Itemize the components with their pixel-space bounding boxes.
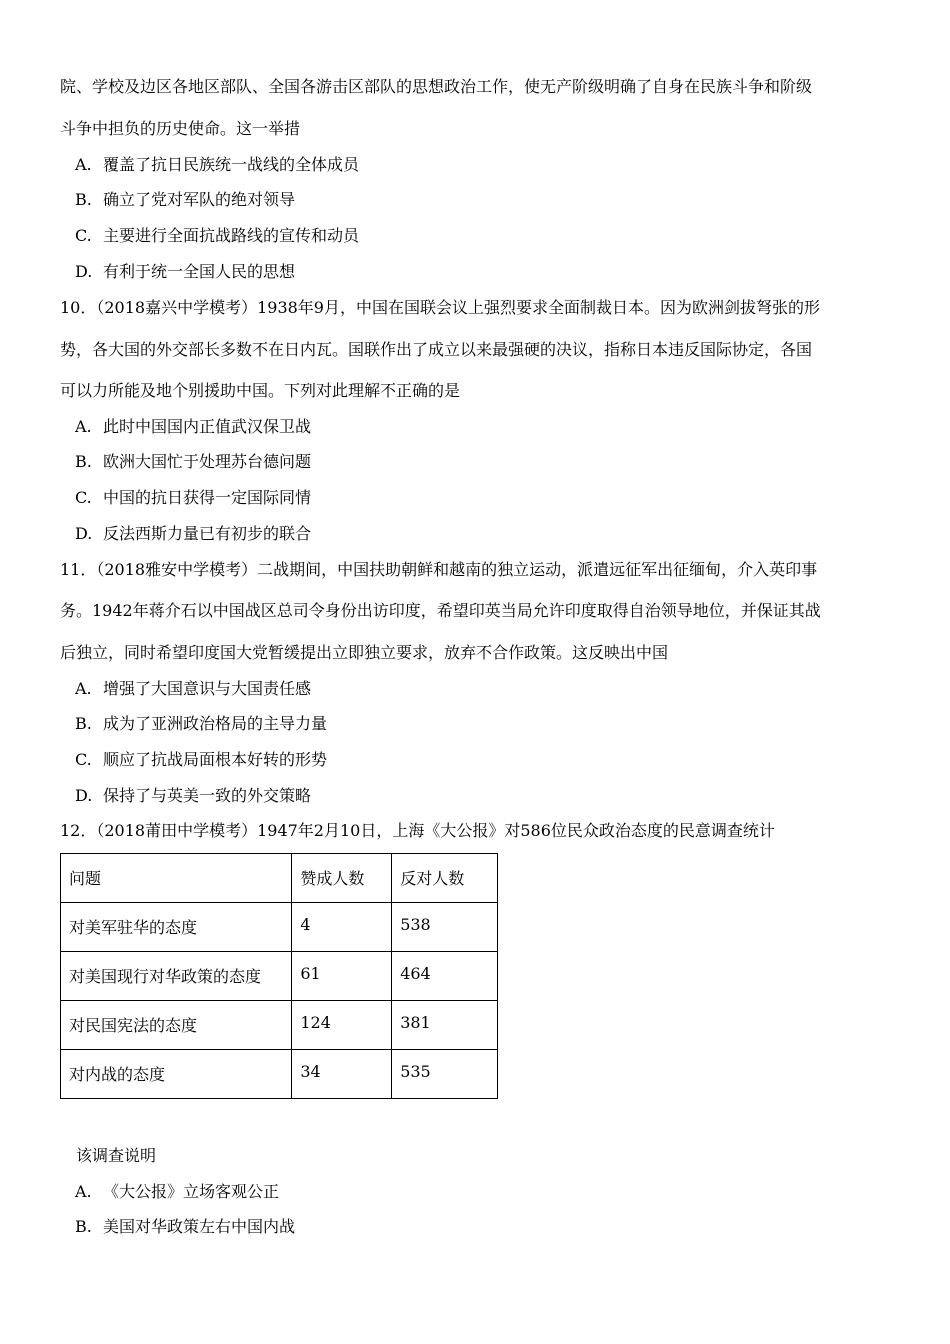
table-cell: 对美军驻华的态度 bbox=[61, 903, 292, 952]
option-letter: B. bbox=[75, 1217, 92, 1236]
option-letter: D. bbox=[75, 524, 93, 543]
option-letter: D. bbox=[75, 786, 93, 805]
option-letter: A. bbox=[75, 417, 92, 436]
option-text: 美国对华政策左右中国内战 bbox=[103, 1217, 296, 1236]
option-letter: C. bbox=[75, 750, 92, 769]
option-letter: B. bbox=[75, 714, 92, 733]
q9-stem-line-2: 斗争中担负的历史使命。这一举措 bbox=[60, 119, 301, 138]
option-text: 欧洲大国忙于处理苏台德问题 bbox=[103, 452, 312, 471]
q11-option-c bbox=[75, 750, 327, 770]
q12-prompt: 该调查说明 bbox=[76, 1146, 157, 1165]
q10-option-c bbox=[75, 488, 311, 508]
option-letter: A. bbox=[75, 155, 92, 174]
table-header-cell: 问题 bbox=[61, 854, 292, 903]
q12-option-a bbox=[75, 1182, 279, 1202]
table-cell: 4 bbox=[292, 903, 392, 952]
q11-stem-line-1: 11．（2018雅安中学模考）二战期间，中国扶助朝鲜和越南的独立运动，派遣远征军出征缅甸，介入英印事 bbox=[60, 560, 818, 579]
survey-table bbox=[60, 853, 498, 1099]
table-row bbox=[61, 903, 498, 952]
option-text: 此时中国国内正值武汉保卫战 bbox=[103, 417, 312, 436]
option-letter: C. bbox=[75, 226, 92, 245]
q11-stem-line-3: 后独立，同时希望印度国大党暂缓提出立即独立要求，放弃不合作政策。这反映出中国 bbox=[60, 643, 669, 662]
table-cell: 124 bbox=[292, 1001, 392, 1050]
table-cell: 34 bbox=[292, 1050, 392, 1099]
table-row bbox=[61, 1001, 498, 1050]
table-cell: 对美国现行对华政策的态度 bbox=[61, 952, 292, 1001]
q11-option-a bbox=[75, 679, 311, 699]
q9-option-a bbox=[75, 155, 359, 175]
table-header-cell: 反对人数 bbox=[392, 854, 498, 903]
q11-option-d bbox=[75, 786, 311, 806]
table-cell: 对民国宪法的态度 bbox=[61, 1001, 292, 1050]
option-letter: A. bbox=[75, 679, 92, 698]
option-letter: C. bbox=[75, 488, 92, 507]
table-row bbox=[61, 952, 498, 1001]
q9-option-d bbox=[75, 262, 295, 282]
q10-stem-line-3: 可以力所能及地个别援助中国。下列对此理解不正确的是 bbox=[60, 381, 461, 400]
q12-stem-line-1: 12．（2018莆田中学模考）1947年2月10日，上海《大公报》对586位民众政治态度的民意调查统计 bbox=[60, 821, 775, 840]
q10-option-d bbox=[75, 524, 311, 544]
q10-stem-line-2: 势，各大国的外交部长多数不在日内瓦。国联作出了成立以来最强硬的决议，指称日本违反国际协定，各国 bbox=[60, 340, 813, 359]
option-text: 中国的抗日获得一定国际同情 bbox=[103, 488, 312, 507]
q12-option-b bbox=[75, 1217, 295, 1237]
table-cell: 538 bbox=[392, 903, 498, 952]
option-letter: B. bbox=[75, 190, 92, 209]
option-letter: A. bbox=[75, 1182, 92, 1201]
option-text: 有利于统一全国人民的思想 bbox=[103, 262, 296, 281]
option-letter: B. bbox=[75, 452, 92, 471]
table-cell: 464 bbox=[392, 952, 498, 1001]
table-row bbox=[61, 1050, 498, 1099]
table-header-row bbox=[61, 854, 498, 903]
q9-option-b bbox=[75, 190, 295, 210]
table-cell: 381 bbox=[392, 1001, 498, 1050]
table-header-cell: 赞成人数 bbox=[292, 854, 392, 903]
table-cell: 对内战的态度 bbox=[61, 1050, 292, 1099]
table-cell: 61 bbox=[292, 952, 392, 1001]
option-text: 主要进行全面抗战路线的宣传和动员 bbox=[103, 226, 360, 245]
option-text: 确立了党对军队的绝对领导 bbox=[103, 190, 296, 209]
q11-option-b bbox=[75, 714, 327, 734]
option-text: 增强了大国意识与大国责任感 bbox=[103, 679, 312, 698]
q10-option-a bbox=[75, 417, 311, 437]
q11-stem-line-2: 务。1942年蒋介石以中国战区总司令身份出访印度，希望印英当局允许印度取得自治领导地位，并保证其战 bbox=[60, 601, 821, 620]
option-text: 成为了亚洲政治格局的主导力量 bbox=[103, 714, 328, 733]
option-text: 覆盖了抗日民族统一战线的全体成员 bbox=[103, 155, 360, 174]
option-text: 保持了与英美一致的外交策略 bbox=[103, 786, 312, 805]
q10-option-b bbox=[75, 452, 311, 472]
option-text: 顺应了抗战局面根本好转的形势 bbox=[103, 750, 328, 769]
table-cell: 535 bbox=[392, 1050, 498, 1099]
q9-stem-line-1: 院、学校及边区各地区部队、全国各游击区部队的思想政治工作，使无产阶级明确了自身在民族斗争和阶级 bbox=[60, 77, 813, 96]
option-text: 《大公报》立场客观公正 bbox=[103, 1182, 280, 1201]
q10-stem-line-1: 10．（2018嘉兴中学模考）1938年9月，中国在国联会议上强烈要求全面制裁日本。因为欧洲剑拔弩张的形 bbox=[60, 298, 820, 317]
q9-option-c bbox=[75, 226, 359, 246]
option-text: 反法西斯力量已有初步的联合 bbox=[103, 524, 312, 543]
option-letter: D. bbox=[75, 262, 93, 281]
